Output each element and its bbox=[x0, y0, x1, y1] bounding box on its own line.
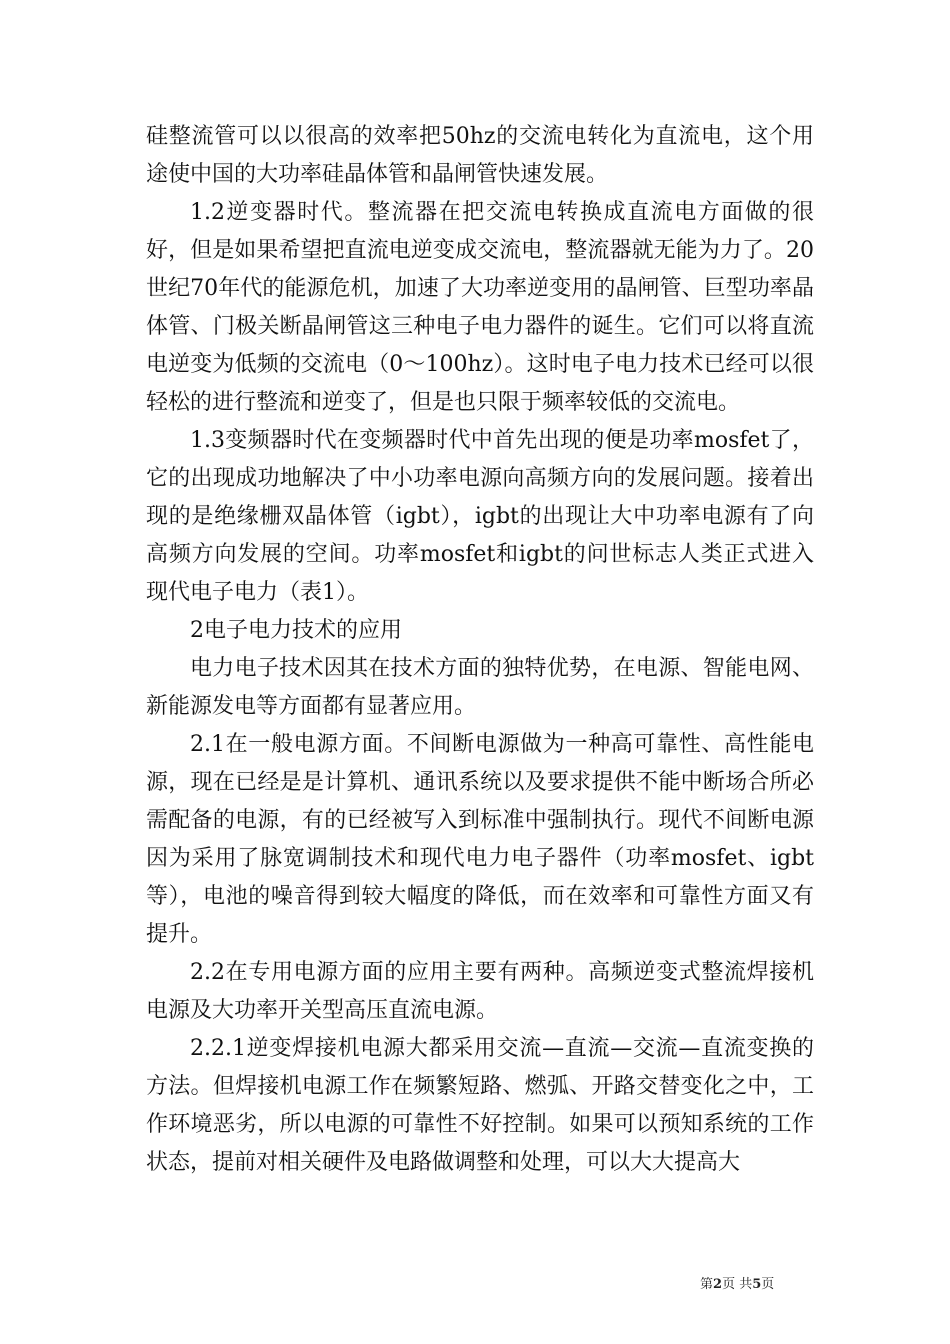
paragraph-general-power-supply: 2.1在一般电源方面。不间断电源做为一种高可靠性、高性能电源，现在已经是是计算机、通讯系统以及要求提供不能中断场合所必需配备的电源，有的已经被写入到标准中强制执行。现代不间断电源因为采用了脉宽调制技术和现代电力电子器件（功率mosfet、igbt等），电池的噪音得到较大幅度的降低，而在效率和可靠性方面又有提升。 bbox=[146, 732, 814, 947]
paragraph-applications-intro: 电力电子技术因其在技术方面的独特优势，在电源、智能电网、新能源发电等方面都有显著应用。 bbox=[146, 656, 814, 719]
footer-suffix: 页 bbox=[761, 1277, 775, 1292]
section-heading-applications: 2电子电力技术的应用 bbox=[190, 618, 402, 643]
paragraph-inverter-welding: 2.2.1逆变焊接机电源大都采用交流—直流—交流—直流变换的方法。但焊接机电源工作在频繁短路、燃弧、开路交替变化之中，工作环境恶劣，所以电源的可靠性不好控制。如果可以预知系统的工作状态，提前对相关硬件及电路做调整和处理，可以大大提高大 bbox=[146, 1036, 814, 1175]
footer-prefix: 第 bbox=[700, 1277, 714, 1292]
paragraph-frequency-converter-era: 1.3变频器时代在变频器时代中首先出现的便是功率mosfet了，它的出现成功地解决了中小功率电源向高频方向的发展问题。接着出现的是绝缘栅双晶体管（igbt），igbt的出现让大中功率电源有了向高频方向发展的空间。功率mosfet和igbt的问世标志人类正式进入现代电子电力（表1）。 bbox=[146, 428, 814, 605]
paragraph-special-power-supply: 2.2在专用电源方面的应用主要有两种。高频逆变式整流焊接机电源及大功率开关型高压直流电源。 bbox=[146, 960, 814, 1023]
page-number-footer bbox=[700, 1276, 850, 1294]
footer-middle: 页 共 bbox=[722, 1277, 753, 1292]
paragraph-inverter-era: 1.2逆变器时代。整流器在把交流电转换成直流电方面做的很好，但是如果希望把直流电逆变成交流电，整流器就无能为力了。20世纪70年代的能源危机，加速了大功率逆变用的晶闸管、巨型功率晶体管、门极关断晶闸管这三种电子电力器件的诞生。它们可以将直流电逆变为低频的交流电（0～100hz）。这时电子电力技术已经可以很轻松的进行整流和逆变了，但是也只限于频率较低的交流电。 bbox=[146, 200, 814, 415]
document-body bbox=[146, 118, 814, 1182]
footer-total-pages: 5 bbox=[752, 1277, 762, 1292]
footer-current-page: 2 bbox=[713, 1277, 723, 1292]
paragraph-continuation: 硅整流管可以以很高的效率把50hz的交流电转化为直流电，这个用途使中国的大功率硅晶体管和晶闸管快速发展。 bbox=[146, 124, 814, 187]
